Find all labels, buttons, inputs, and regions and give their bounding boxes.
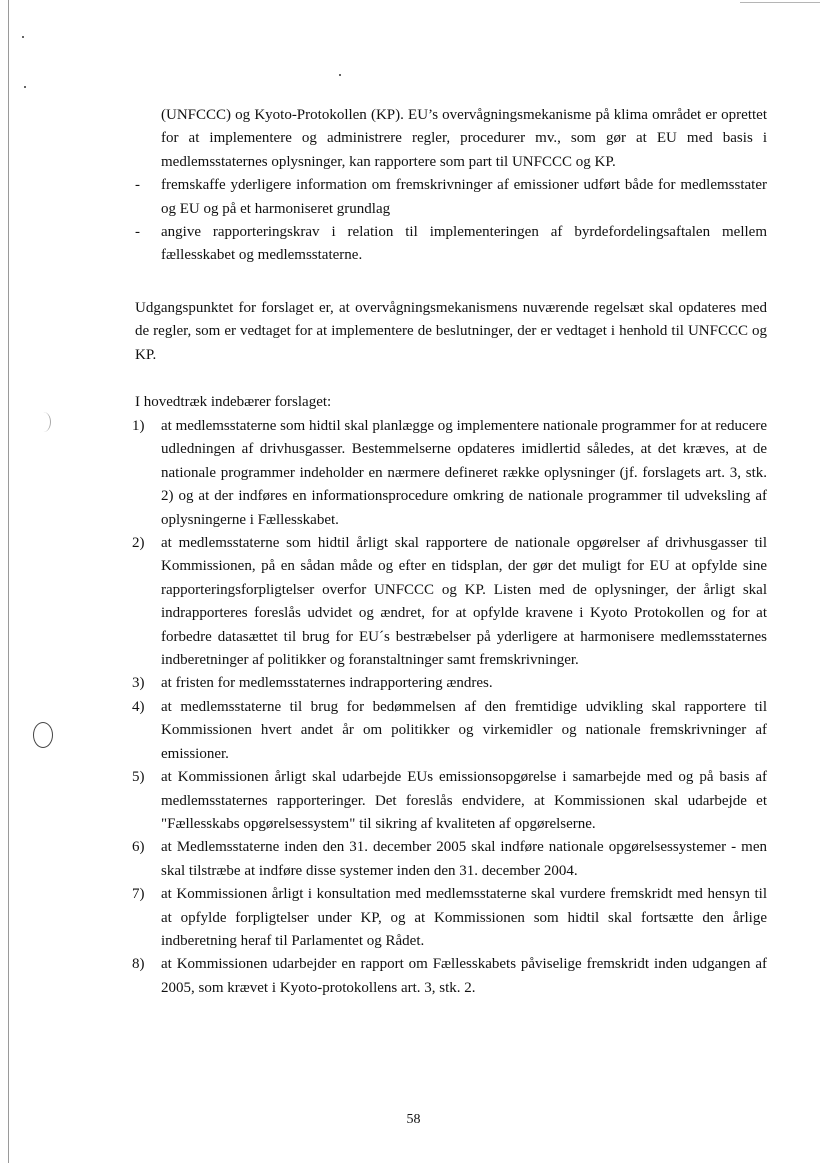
- item-text: at Kommissionen årligt skal udarbejde EUs emissionsopgørelse i samarbejde med og på basis af medlemsstaternes rapporteringer. Det foreslås endvidere, at Kommissionen skal udarbejde et "Fællesskabs opgørelsessystem" til sikring af kvaliteten af opgørelserne.: [161, 769, 767, 832]
- item-text: at Kommissionen årligt i konsultation med medlemsstaterne skal vurdere fremskridt med hensyn til at opfylde forpligtelser under KP, og at Kommissionen som hidtil skal fortsætte den årlige indberetning heraf til Parlamentet og Rådet.: [161, 886, 767, 949]
- scan-edge-left: [8, 0, 9, 1163]
- scan-speck: [339, 74, 341, 76]
- numbered-list-item: [132, 766, 767, 836]
- dash-marker: -: [135, 177, 140, 194]
- scan-edge-top: [740, 2, 820, 3]
- numbered-list-item: [132, 836, 767, 883]
- item-number: 4): [132, 698, 145, 715]
- dash-item-text: angive rapporteringskrav i relation til implementeringen af byrdefordelingsaftalen mellem fællesskabet og medlemsstaterne.: [161, 224, 767, 264]
- dash-list-item: [135, 221, 767, 268]
- numbered-list-item: [132, 672, 767, 695]
- item-number: 6): [132, 839, 145, 856]
- numbered-list-item: [132, 415, 767, 532]
- item-number: 3): [132, 675, 145, 692]
- item-text: at Medlemsstaterne inden den 31. december 2005 skal indføre nationale opgørelsessystemer - men skal tilstræbe at indføre disse systemer inden den 31. december 2004.: [161, 839, 767, 879]
- numbered-list-item: [132, 953, 767, 1000]
- item-text: at medlemsstaterne til brug for bedømmelsen af den fremtidige udvikling skal rapportere til Kommissionen hvert andet år om politikker og virkemidler og nationale fremskrivninger af emissioner.: [161, 698, 767, 762]
- scan-speck: [24, 86, 26, 88]
- item-number: 5): [132, 769, 145, 786]
- body-paragraph: Udgangspunktet for forslaget er, at overvågningsmekanismens nuværende regelsæt skal opdateres med de regler, som er vedtaget for at implementere de beslutninger, der er vedtaget i henhold til UNFCCC og KP.: [135, 300, 767, 363]
- item-number: 7): [132, 886, 145, 903]
- item-number: 8): [132, 956, 145, 973]
- dash-marker: -: [135, 224, 140, 241]
- item-text: at fristen for medlemsstaternes indrapportering ændres.: [161, 675, 493, 692]
- item-number: 2): [132, 535, 145, 552]
- item-text: at medlemsstaterne som hidtil skal planlægge og implementere nationale programmer for at reducere udledningen af drivhusgasser. Bestemmelserne opdateres imidlertid således, at det kræves, at de nationale programmer indeholder en nærmere defineret række oplysninger (jf. forslagets art. 3, stk. 2) og at der indføres en informationsprocedure omkring de nationale programmer til udveksling af oplysningerne i Fællesskabet.: [161, 418, 767, 528]
- numbered-list-item: [132, 532, 767, 672]
- continuation-paragraph: (UNFCCC) og Kyoto-Protokollen (KP). EU’s overvågningsmekanisme på klima området er oprettet for at implementere og administrere regler, procedurer mv., som gør at EU med basis i medlemsstaternes oplysninger, kan rapportere som part til UNFCCC og KP.: [161, 107, 767, 170]
- dash-list-item: [135, 174, 767, 221]
- dash-item-text: fremskaffe yderligere information om fremskrivninger af emissioner udført både for medlemsstater og EU og på et harmoniseret grundlag: [161, 177, 767, 217]
- list-intro: I hovedtræk indebærer forslaget:: [135, 394, 332, 410]
- numbered-list-item: [132, 883, 767, 953]
- punch-hole-faint: [36, 412, 51, 432]
- numbered-list-item: [132, 696, 767, 766]
- item-text: at medlemsstaterne som hidtil årligt skal rapportere de nationale opgørelser af drivhusgasser til Kommissionen, på en sådan måde og efter en tidsplan, der gør det muligt for EU at opfylde sine rapporteringsforpligtelser overfor UNFCCC og KP. Listen med de oplysninger, der årligt skal indrapporteres foreslås udvidet og ændret, for at opfylde kravene i Kyoto Protokollen og for at forbedre datasættet til brug for EU´s bestræbelser på yderligere at harmonisere medlemsstaternes indberetninger af politikker og foranstaltninger samt fremskrivninger.: [161, 535, 767, 669]
- punch-hole: [33, 722, 53, 748]
- numbered-list: [132, 415, 767, 1000]
- item-text: at Kommissionen udarbejder en rapport om Fællesskabets påviselige fremskridt inden udgangen af 2005, som krævet i Kyoto-protokollens art. 3, stk. 2.: [161, 956, 767, 996]
- intro-block: [135, 104, 767, 268]
- scan-speck: [22, 36, 24, 38]
- page-number: 58: [406, 1112, 421, 1127]
- item-number: 1): [132, 418, 145, 434]
